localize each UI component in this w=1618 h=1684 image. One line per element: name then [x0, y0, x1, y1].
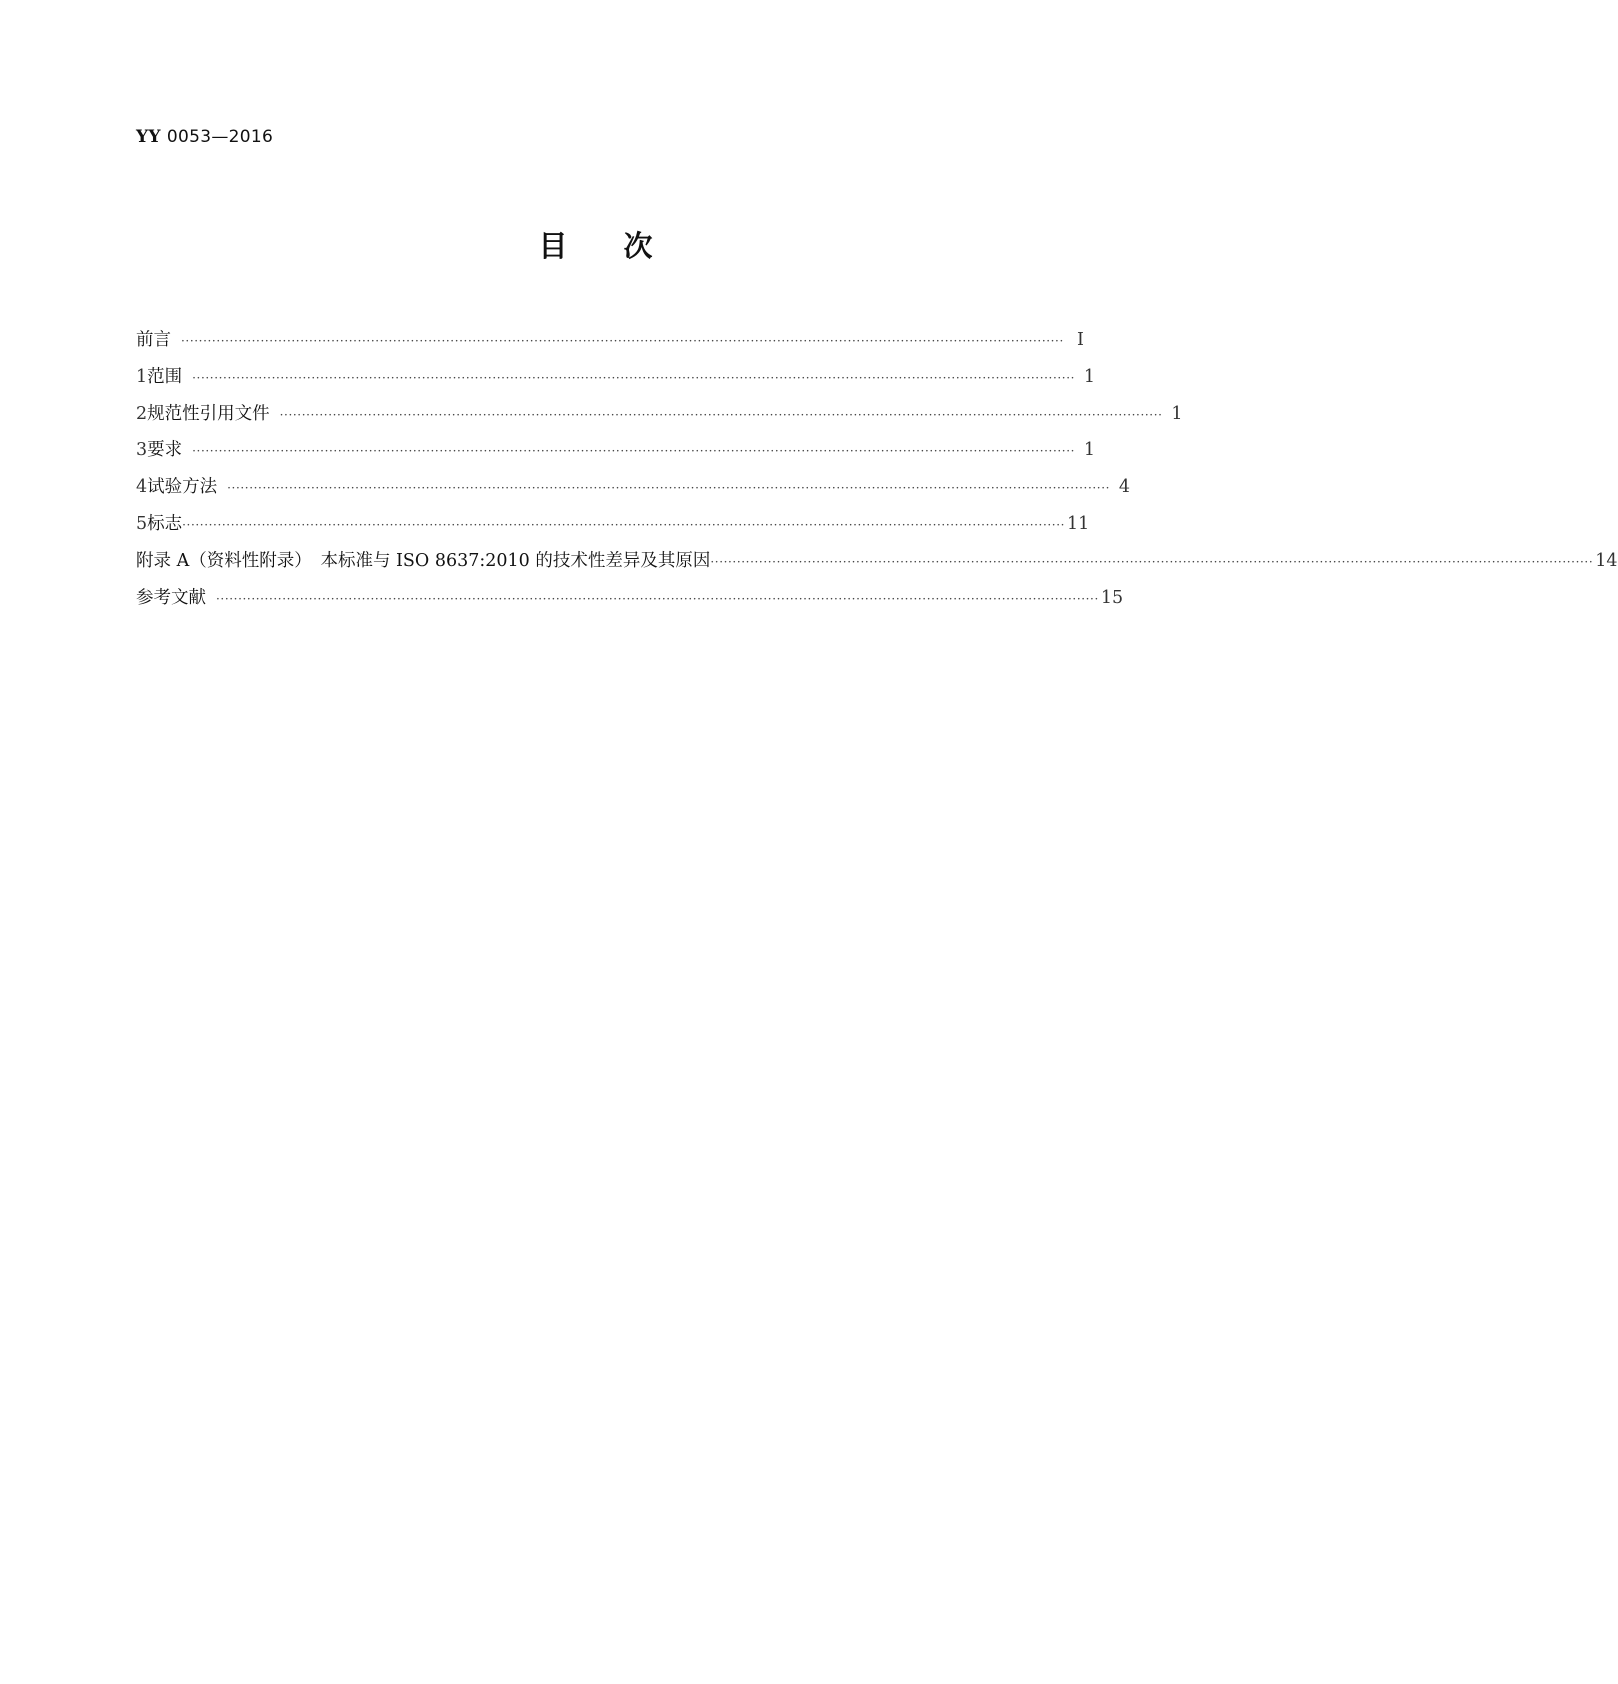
toc-entry-page: 1 — [1083, 366, 1096, 387]
toc-leader-dots: ········································································································································································································ — [227, 481, 1111, 496]
toc-entry-requirements[interactable] — [136, 438, 1096, 475]
toc-leader-dots: ········································································································································································································ — [710, 554, 1594, 569]
toc-entry-annex-a[interactable] — [136, 549, 1618, 586]
toc-entry-page: 14 — [1595, 550, 1618, 571]
toc-entry-number: 5 — [136, 513, 148, 534]
toc-entry-test-methods[interactable] — [136, 475, 1131, 512]
toc-leader-dots: ········································································································································································································ — [279, 407, 1163, 422]
document-code-number: 0053—2016 — [166, 127, 274, 147]
toc-entry-number: 1 — [136, 366, 148, 387]
toc-entry-page: 4 — [1118, 477, 1131, 498]
toc-entry-number: 3 — [136, 440, 148, 461]
toc-leader-dots: ········································································································································································································ — [216, 591, 1099, 606]
toc-entry-label: 附录 A（资料性附录） 本标准与 ISO 8637:2010 的技术性差异及其原因 — [136, 550, 711, 571]
toc-entry-normative-references[interactable] — [136, 402, 1183, 439]
toc-leader-dots: ········································································································································································································ — [192, 370, 1076, 385]
toc-leader-dots: ········································································································································································································ — [182, 517, 1066, 532]
toc-entry-label: 规范性引用文件 — [147, 403, 270, 424]
toc-leader-dots: ········································································································································································································ — [181, 334, 1064, 348]
toc-entry-page: 11 — [1067, 513, 1090, 534]
toc-entry-page: 1 — [1171, 403, 1183, 424]
toc-entry-label: 参考文献 — [136, 587, 206, 608]
table-of-contents — [136, 328, 1618, 622]
toc-entry-marking[interactable] — [136, 512, 1090, 549]
toc-entry-number: 2 — [136, 403, 148, 424]
toc-title-char: 次 — [623, 229, 653, 263]
toc-title-char: 目 — [538, 229, 568, 263]
toc-entry-number: 4 — [136, 477, 148, 498]
toc-entry-foreword[interactable] — [136, 328, 1084, 365]
toc-entry-label: 标志 — [147, 513, 183, 534]
toc-entry-label: 前言 — [136, 330, 171, 350]
document-code-prefix: YY — [136, 127, 161, 147]
toc-entry-page: Ⅰ — [1076, 330, 1084, 350]
document-code — [136, 127, 273, 147]
toc-entry-label: 要求 — [147, 440, 183, 461]
toc-entry-page: 15 — [1100, 587, 1124, 608]
toc-entry-bibliography[interactable] — [136, 586, 1124, 623]
toc-leader-dots: ········································································································································································································ — [192, 444, 1076, 459]
toc-title — [0, 226, 1191, 266]
toc-entry-label: 试验方法 — [147, 477, 218, 498]
toc-entry-label: 范围 — [147, 366, 183, 387]
toc-entry-scope[interactable] — [136, 365, 1096, 402]
toc-entry-page: 1 — [1083, 440, 1096, 461]
